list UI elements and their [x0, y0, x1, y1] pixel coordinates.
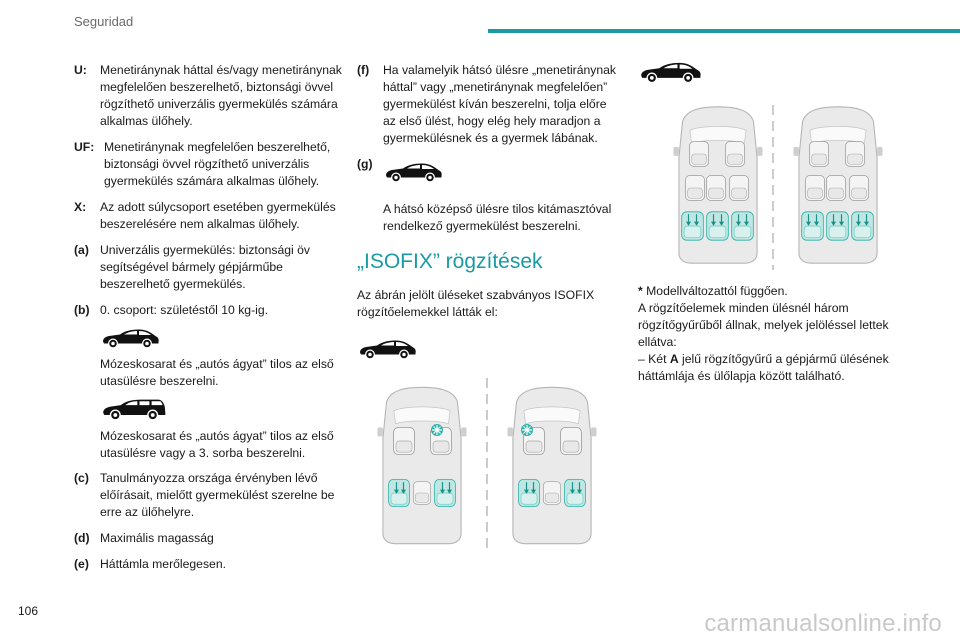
- note-key: (b): [74, 303, 90, 317]
- isofix-seat-diagram-5-seat: [357, 378, 607, 558]
- header-accent-bar: [488, 29, 960, 33]
- third-row-seats: [682, 212, 754, 240]
- car-note-text: Mózeskosarat és „autós ágyat” tilos az első utasülésre vagy a 3. sorba beszerelni.: [100, 429, 334, 460]
- legend-key: U:: [74, 63, 87, 77]
- note-c: [74, 470, 344, 521]
- note-text: 0. csoport: születéstől 10 kg-ig.: [100, 303, 269, 317]
- car-note-text: Mózeskosarat és „autós ágyat” tilos az első utasülésre beszerelni.: [100, 357, 334, 388]
- footnote-text: Modellváltozattól függően.: [642, 284, 788, 298]
- note-key: (e): [74, 557, 89, 571]
- anchor-bullet: – Két A jelű rögzítőgyűrű a gépjármű ülésének háttámlája és ülőlapja között található.: [638, 352, 889, 383]
- note-text: Háttámla merőlegesen.: [100, 557, 226, 571]
- note-e: [74, 556, 344, 573]
- isofix-title: „ISOFIX” rögzítések: [357, 250, 543, 273]
- note-g-text: A hátsó középső ülésre tilos kitámasztóval rendelkező gyermekülést beszerelni.: [383, 202, 612, 233]
- footnote: [638, 283, 918, 300]
- seven-seat-suv-icon: [100, 398, 168, 420]
- note-b: [74, 302, 344, 319]
- legend-key: UF:: [74, 140, 95, 154]
- legend-u: [74, 62, 344, 130]
- anchor-paragraph: A rögzítőelemek minden ülésnél három rögzítőgyűrűből állnak, melyek jelöléssel lettek ellátva:: [638, 301, 889, 349]
- note-key: (d): [74, 531, 90, 545]
- section-header: Seguridad: [74, 14, 134, 29]
- suv-icon: [383, 162, 443, 182]
- note-g: [357, 156, 617, 187]
- note-key: (f): [357, 63, 370, 77]
- isofix-intro: Az ábrán jelölt üléseket szabványos ISOFIX rögzítőelemekkel látták el:: [357, 288, 595, 319]
- legend-uf: [74, 139, 344, 190]
- rear-seats: [389, 479, 456, 506]
- left-column: [74, 62, 344, 582]
- right-column: [638, 283, 918, 385]
- note-key: (c): [74, 471, 89, 485]
- legend-text: Menetiránynak háttal és/vagy menetiránynak megfelelően beszerelhető, biztonsági övvel rögzíthető univerzális gyermekülés számára alkalmas ülőhely.: [100, 63, 342, 128]
- note-key: (a): [74, 243, 89, 257]
- footnote-mark: *: [638, 284, 643, 298]
- isofix-seat-diagram-7-seat: [658, 100, 918, 275]
- suv-icon: [638, 60, 702, 84]
- isofix-icon: [431, 424, 443, 436]
- page-number: 106: [18, 604, 39, 618]
- legend-key: X:: [74, 200, 87, 214]
- legend-text: Menetiránynak megfelelően beszerelhető, biztonsági övvel rögzíthető univerzális gyermekülés számára alkalmas ülőhely.: [104, 140, 331, 188]
- watermark: carmanualsonline.info: [704, 610, 942, 637]
- suv-icon: [357, 339, 417, 359]
- note-text: Tanulmányozza országa érvényben lévő előírásait, mielőtt gyermekülést szerelne be erre az ülőhelyre.: [100, 471, 335, 519]
- note-text: Maximális magasság: [100, 531, 214, 545]
- note-key: (g): [357, 157, 373, 171]
- note-d: [74, 530, 344, 547]
- note-text: Ha valamelyik hátsó ülésre „menetiránynak háttal” vagy „menetiránynak megfelelően” gyermekülést kíván beszerelni, tolja előre az első ülést, hogy elég hely maradjon a gyermekülésnek és a gyermek lábának.: [383, 63, 617, 145]
- anchor-label-a: A: [669, 352, 679, 366]
- legend-x: [74, 199, 344, 233]
- note-text: Univerzális gyermekülés: biztonsági öv segítségével bármely gépjárműbe beszerelhető gyermekülés.: [100, 243, 310, 291]
- isofix-icon: [521, 424, 533, 436]
- middle-column: [357, 62, 617, 558]
- car-note-block-2: [100, 398, 344, 462]
- car-note-block-1: [100, 328, 344, 390]
- legend-text: Az adott súlycsoport esetében gyermekülés beszerelésére nem alkalmas ülőhely.: [100, 200, 336, 231]
- note-a: [74, 242, 344, 293]
- note-f: [357, 62, 617, 147]
- suv-icon: [100, 328, 160, 348]
